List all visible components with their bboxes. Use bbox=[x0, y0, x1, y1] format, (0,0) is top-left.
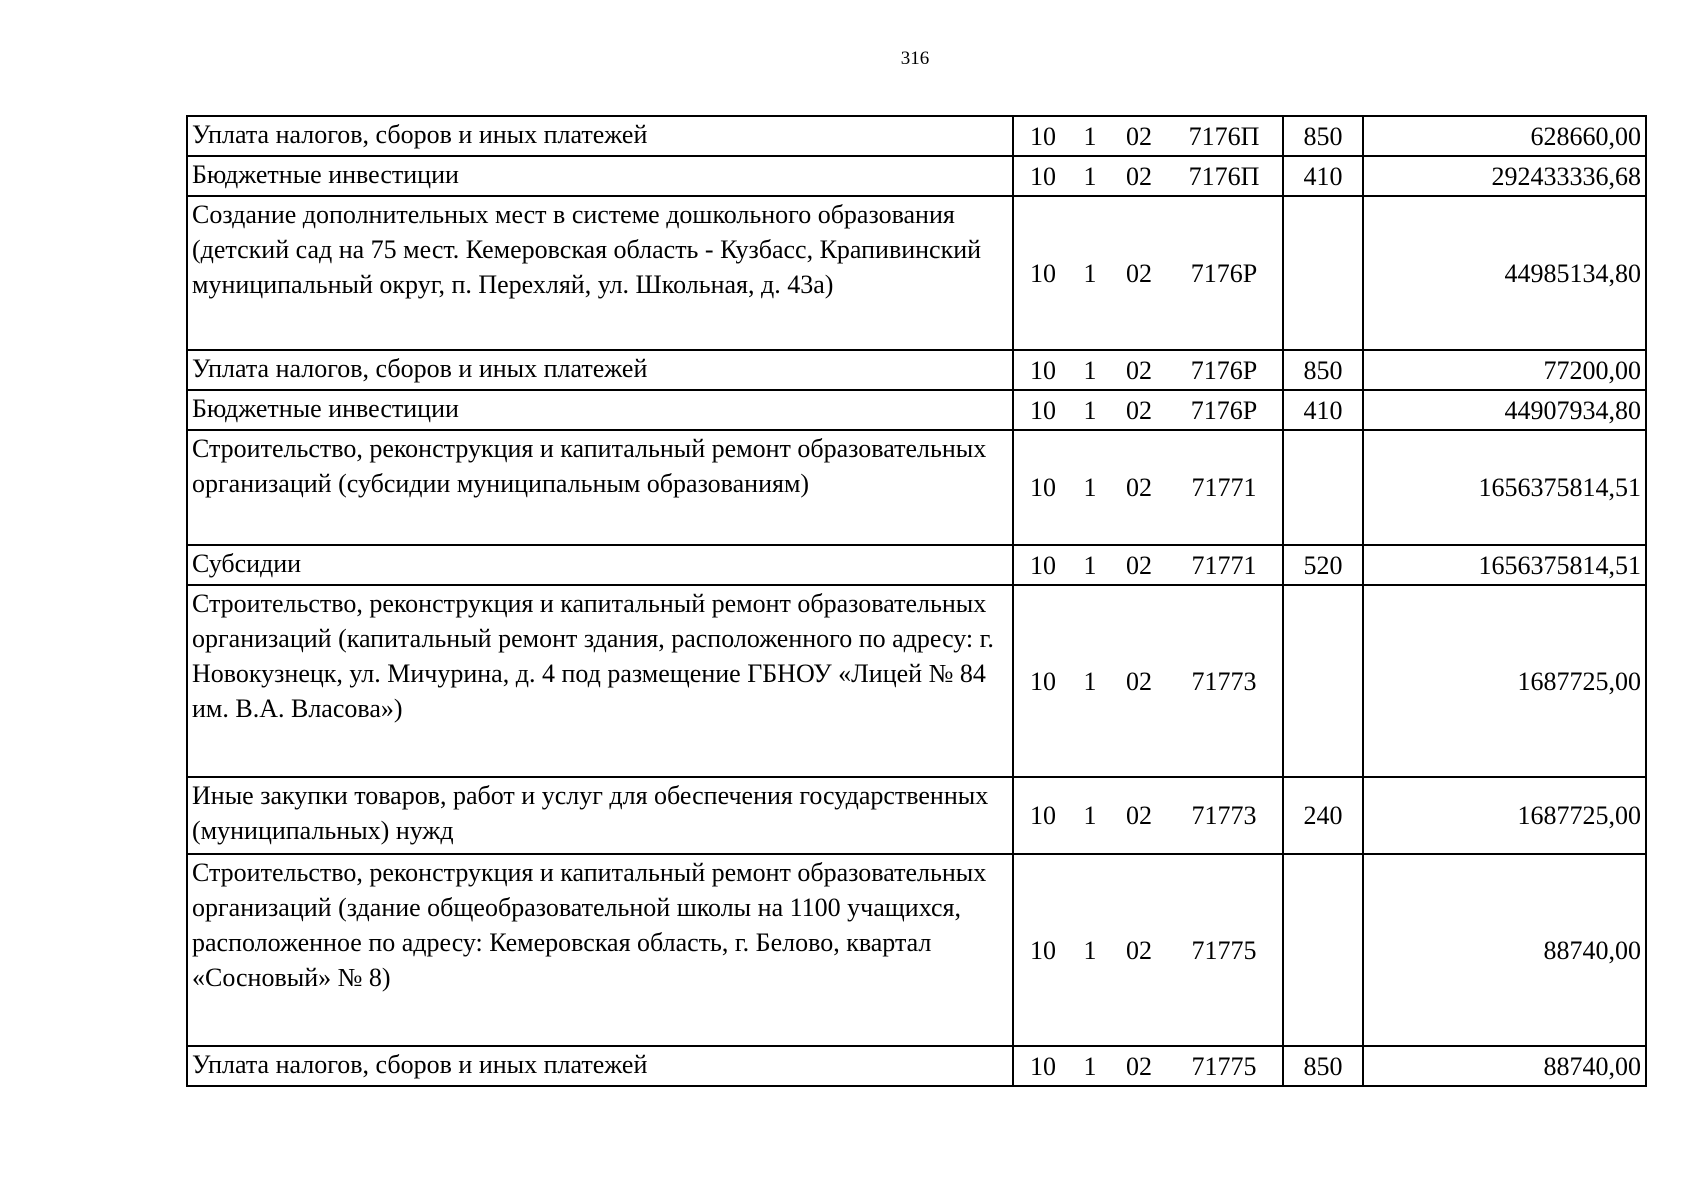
table-row bbox=[187, 777, 1646, 854]
program-code: 1 bbox=[1083, 1051, 1097, 1081]
program-code: 1 bbox=[1083, 473, 1097, 502]
subprogram-code: 02 bbox=[1126, 801, 1152, 830]
expense-type-code bbox=[1283, 430, 1363, 545]
amount: 1687725,00 bbox=[1363, 585, 1646, 777]
direction-code: 7176П bbox=[1188, 121, 1260, 151]
row-codes bbox=[1013, 156, 1283, 196]
section-code: 10 bbox=[1030, 666, 1056, 696]
amount: 88740,00 bbox=[1363, 854, 1646, 1046]
code-grid bbox=[1014, 1049, 1282, 1084]
row-codes bbox=[1013, 777, 1283, 854]
row-name: Строительство, реконструкция и капитальный ремонт образовательных организаций (капитальный ремонт здания, расположенного по адресу: г. Новокузнецк, ул. Мичурина, д. 4 под размещение ГБНОУ «Лицей № 84 им. В.А. Власова») bbox=[187, 585, 1013, 777]
code-grid bbox=[1014, 933, 1282, 968]
program-code: 1 bbox=[1083, 121, 1097, 151]
program-code: 1 bbox=[1083, 355, 1097, 385]
direction-code: 7176Р bbox=[1190, 395, 1258, 425]
table-row bbox=[187, 430, 1646, 545]
direction-code: 71775 bbox=[1191, 935, 1257, 965]
expense-type-code: 410 bbox=[1283, 390, 1363, 430]
budget-table-body bbox=[187, 116, 1646, 1086]
amount: 88740,00 bbox=[1363, 1046, 1646, 1086]
row-name: Субсидии bbox=[187, 545, 1013, 585]
subprogram-code: 02 bbox=[1126, 395, 1152, 425]
subprogram-code: 02 bbox=[1126, 473, 1152, 502]
amount: 77200,00 bbox=[1363, 350, 1646, 390]
expense-type-code: 850 bbox=[1283, 116, 1363, 156]
subprogram-code: 02 bbox=[1126, 550, 1152, 580]
row-codes bbox=[1013, 1046, 1283, 1086]
row-codes bbox=[1013, 196, 1283, 350]
table-row bbox=[187, 854, 1646, 1046]
direction-code: 7176Р bbox=[1190, 355, 1258, 385]
section-code: 10 bbox=[1030, 801, 1056, 830]
program-code: 1 bbox=[1083, 801, 1097, 830]
row-name: Уплата налогов, сборов и иных платежей bbox=[187, 116, 1013, 156]
section-code: 10 bbox=[1030, 395, 1056, 425]
table-row bbox=[187, 116, 1646, 156]
row-name: Создание дополнительных мест в системе дошкольного образования (детский сад на 75 мест. Кемеровская область - Кузбасс, Крапивинский муниципальный округ, п. Перехляй, ул. Школьная, д. 43а) bbox=[187, 196, 1013, 350]
subprogram-code: 02 bbox=[1126, 935, 1152, 965]
row-name: Строительство, реконструкция и капитальный ремонт образовательных организаций (здание общеобразовательной школы на 1100 учащихся, расположенное по адресу: Кемеровская область, г. Белово, квартал «Сосновый» № 8) bbox=[187, 854, 1013, 1046]
row-codes bbox=[1013, 545, 1283, 585]
table-row bbox=[187, 1046, 1646, 1086]
amount: 1656375814,51 bbox=[1363, 545, 1646, 585]
section-code: 10 bbox=[1030, 355, 1056, 385]
code-grid bbox=[1014, 256, 1282, 291]
program-code: 1 bbox=[1083, 666, 1097, 696]
code-grid bbox=[1014, 664, 1282, 699]
table-row bbox=[187, 156, 1646, 196]
code-grid bbox=[1014, 393, 1282, 428]
table-row bbox=[187, 350, 1646, 390]
direction-code: 71773 bbox=[1191, 666, 1257, 696]
section-code: 10 bbox=[1030, 473, 1056, 502]
row-codes bbox=[1013, 350, 1283, 390]
program-code: 1 bbox=[1083, 935, 1097, 965]
section-code: 10 bbox=[1030, 935, 1056, 965]
expense-type-code: 240 bbox=[1283, 777, 1363, 854]
amount: 44985134,80 bbox=[1363, 196, 1646, 350]
code-grid bbox=[1014, 159, 1282, 194]
expense-type-code bbox=[1283, 196, 1363, 350]
amount: 628660,00 bbox=[1363, 116, 1646, 156]
direction-code: 71773 bbox=[1191, 801, 1257, 830]
code-grid bbox=[1014, 798, 1282, 833]
program-code: 1 bbox=[1083, 161, 1097, 191]
amount: 1687725,00 bbox=[1363, 777, 1646, 854]
row-name: Бюджетные инвестиции bbox=[187, 156, 1013, 196]
row-codes bbox=[1013, 430, 1283, 545]
row-name: Уплата налогов, сборов и иных платежей bbox=[187, 1046, 1013, 1086]
direction-code: 71771 bbox=[1191, 550, 1257, 580]
program-code: 1 bbox=[1083, 395, 1097, 425]
section-code: 10 bbox=[1030, 161, 1056, 191]
row-name: Строительство, реконструкция и капитальный ремонт образовательных организаций (субсидии муниципальным образованиям) bbox=[187, 430, 1013, 545]
subprogram-code: 02 bbox=[1126, 355, 1152, 385]
section-code: 10 bbox=[1030, 1051, 1056, 1081]
row-name: Бюджетные инвестиции bbox=[187, 390, 1013, 430]
code-grid bbox=[1014, 548, 1282, 583]
budget-table bbox=[186, 115, 1647, 1087]
direction-code: 71771 bbox=[1191, 473, 1257, 502]
table-row bbox=[187, 585, 1646, 777]
row-name: Иные закупки товаров, работ и услуг для обеспечения государственных (муниципальных) нужд bbox=[187, 777, 1013, 854]
expense-type-code bbox=[1283, 854, 1363, 1046]
expense-type-code: 520 bbox=[1283, 545, 1363, 585]
table-row bbox=[187, 196, 1646, 350]
program-code: 1 bbox=[1083, 258, 1097, 288]
subprogram-code: 02 bbox=[1126, 161, 1152, 191]
row-codes bbox=[1013, 585, 1283, 777]
subprogram-code: 02 bbox=[1126, 1051, 1152, 1081]
row-codes bbox=[1013, 854, 1283, 1046]
amount: 1656375814,51 bbox=[1363, 430, 1646, 545]
subprogram-code: 02 bbox=[1126, 258, 1152, 288]
row-name: Уплата налогов, сборов и иных платежей bbox=[187, 350, 1013, 390]
row-codes bbox=[1013, 116, 1283, 156]
table-row bbox=[187, 545, 1646, 585]
expense-type-code: 410 bbox=[1283, 156, 1363, 196]
row-codes bbox=[1013, 390, 1283, 430]
section-code: 10 bbox=[1030, 258, 1056, 288]
direction-code: 7176П bbox=[1188, 161, 1260, 191]
subprogram-code: 02 bbox=[1126, 666, 1152, 696]
amount: 44907934,80 bbox=[1363, 390, 1646, 430]
direction-code: 71775 bbox=[1191, 1051, 1257, 1081]
code-grid bbox=[1014, 353, 1282, 388]
amount: 292433336,68 bbox=[1363, 156, 1646, 196]
page-number: 316 bbox=[900, 48, 930, 69]
expense-type-code bbox=[1283, 585, 1363, 777]
code-grid bbox=[1014, 119, 1282, 154]
section-code: 10 bbox=[1030, 121, 1056, 151]
program-code: 1 bbox=[1083, 550, 1097, 580]
expense-type-code: 850 bbox=[1283, 350, 1363, 390]
direction-code: 7176Р bbox=[1190, 258, 1258, 288]
code-grid bbox=[1014, 470, 1282, 505]
subprogram-code: 02 bbox=[1126, 121, 1152, 151]
table-row bbox=[187, 390, 1646, 430]
expense-type-code: 850 bbox=[1283, 1046, 1363, 1086]
section-code: 10 bbox=[1030, 550, 1056, 580]
